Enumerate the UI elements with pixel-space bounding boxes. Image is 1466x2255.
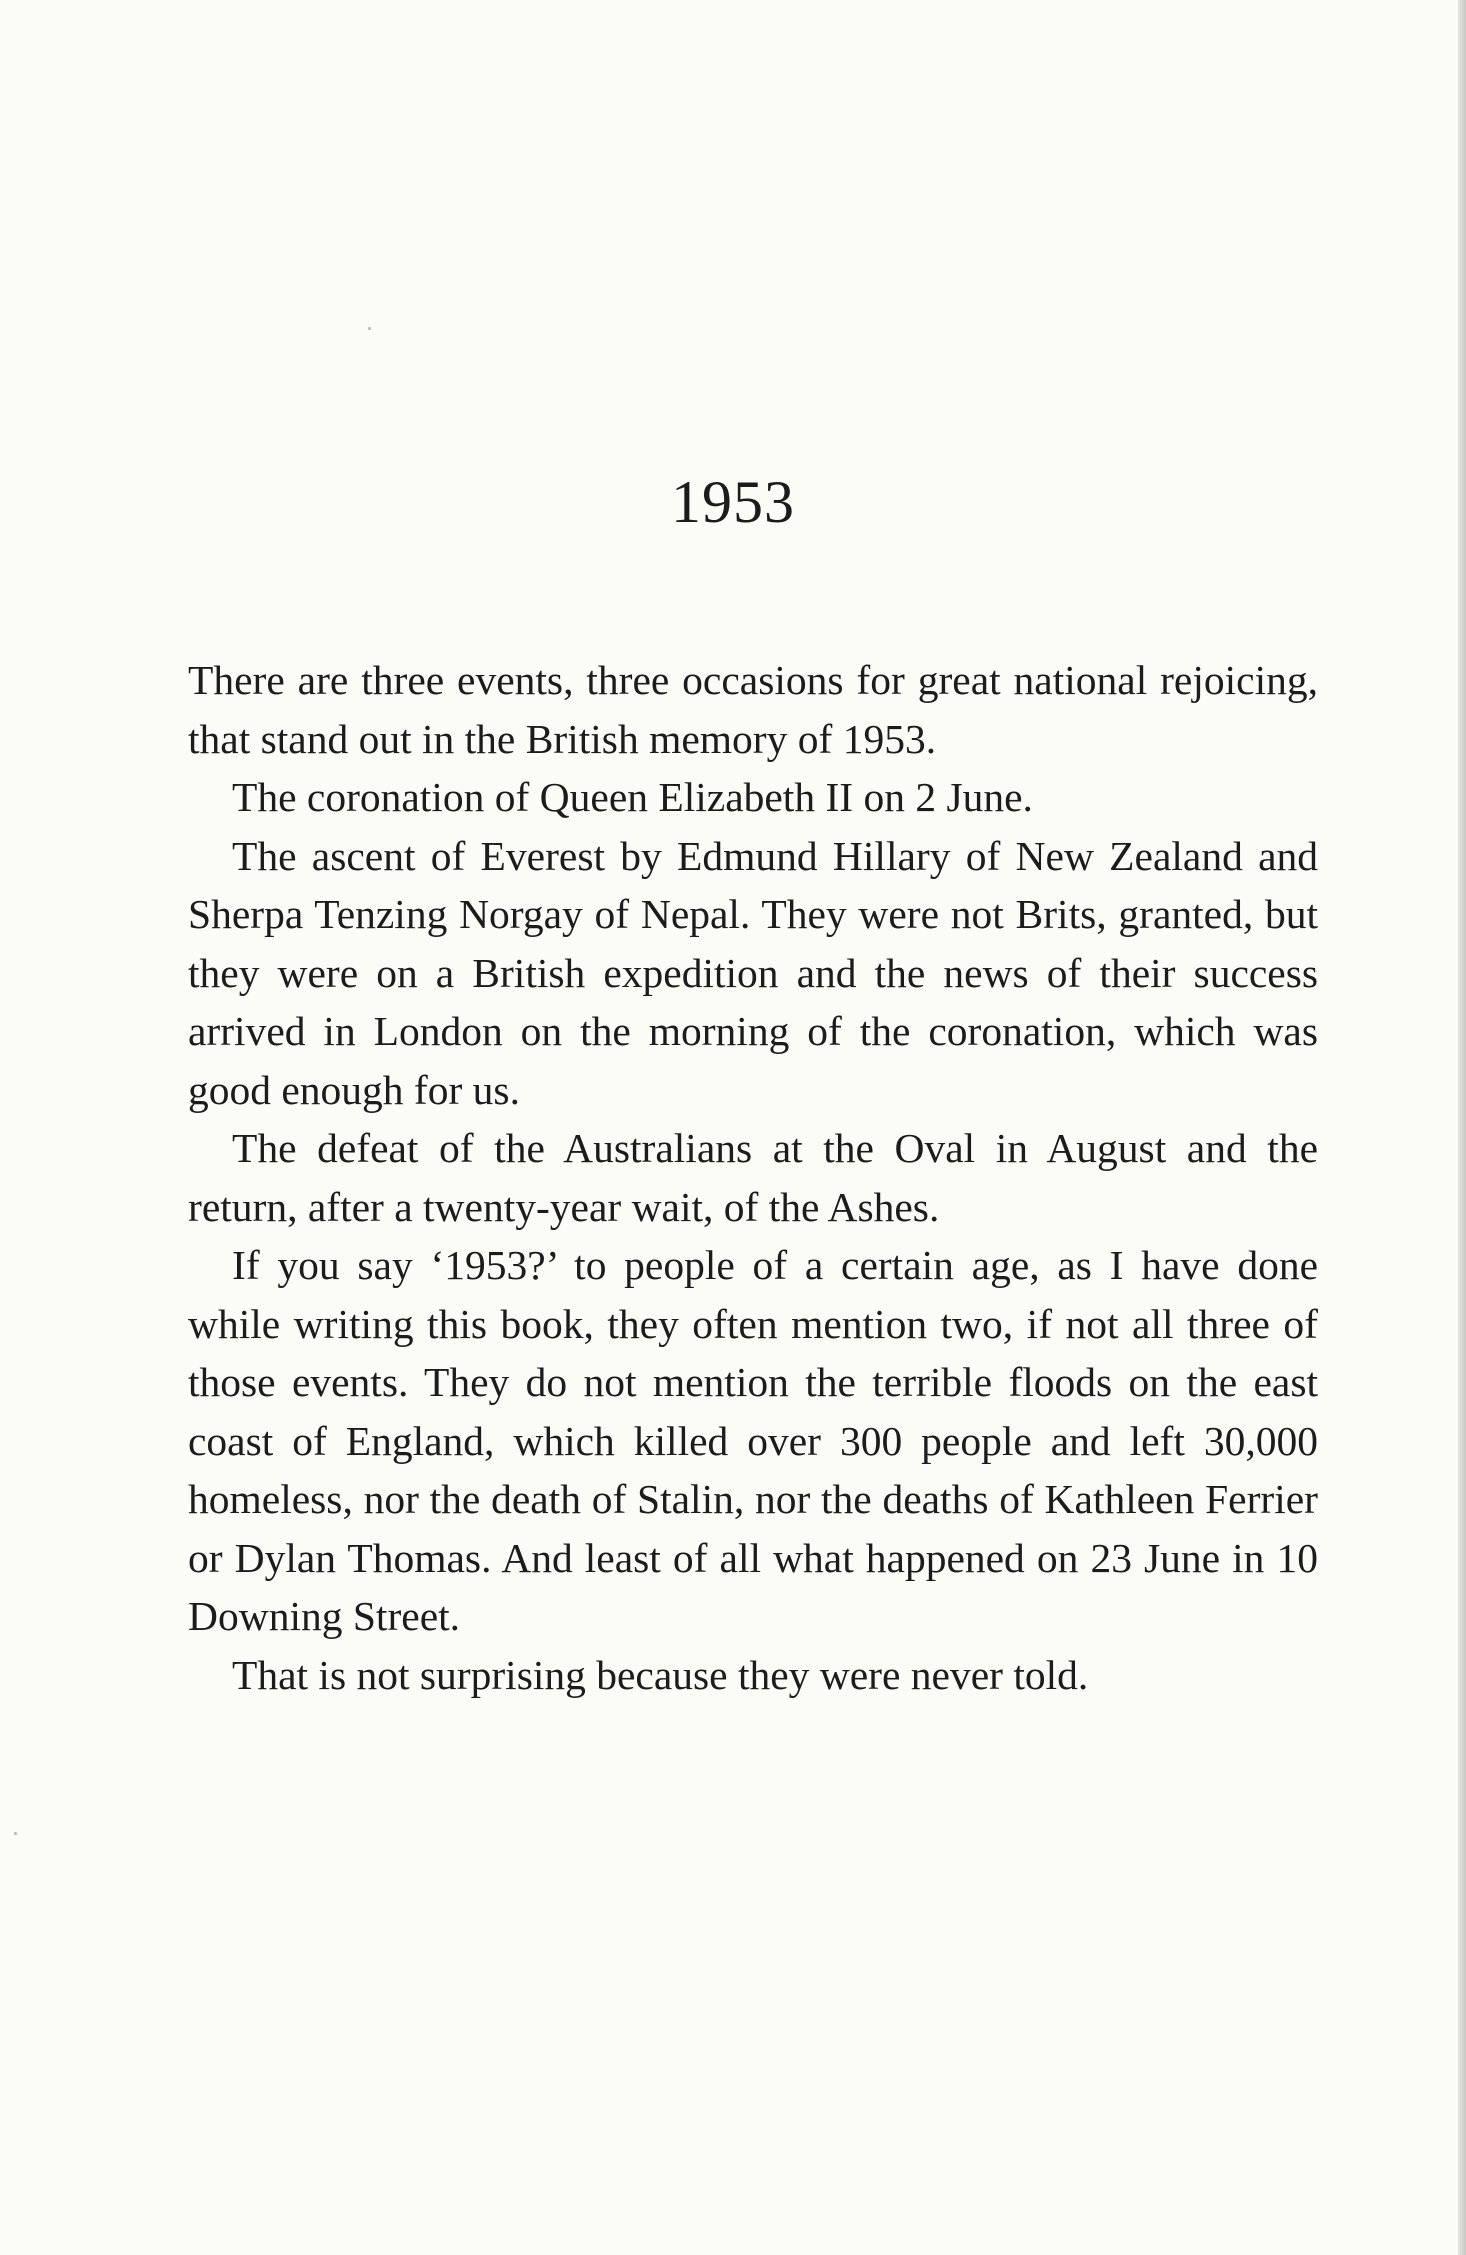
paragraph-3: The ascent of Everest by Edmund Hillary of New Zealand and Sherpa Tenzing Norgay of Nepal. They were not Brits, granted, but they were on a British expedition and the news of their success arrived in London on the morning of the coronation, which was good enough for us. [188, 832, 1318, 1113]
paragraph-2: The coronation of Queen Elizabeth II on 2 June. [232, 774, 1033, 820]
paragraph-1: There are three events, three occasions for great national rejoicing, that stand out in the British memory of 1953. [188, 657, 1318, 762]
paragraph-4: The defeat of the Australians at the Oval in August and the return, after a twenty-year wait, of the Ashes. [188, 1125, 1318, 1230]
chapter-body [188, 651, 1318, 1704]
chapter-title: 1953 [671, 469, 795, 535]
page-edge-shadow [1458, 0, 1466, 2255]
paper-speck [14, 1832, 17, 1835]
paragraph-5: If you say ‘1953?’ to people of a certain age, as I have done while writing this book, they often mention two, if not all three of those events. They do not mention the terrible floods on the east coast of England, which killed over 300 people and left 30,000 homeless, nor the death of Stalin, nor the deaths of Kathleen Ferrier or Dylan Thomas. And least of all what happened on 23 June in 10 Downing Street. [188, 1242, 1318, 1639]
paper-speck [368, 327, 371, 330]
paragraph-6: That is not surprising because they were never told. [232, 1651, 1089, 1698]
